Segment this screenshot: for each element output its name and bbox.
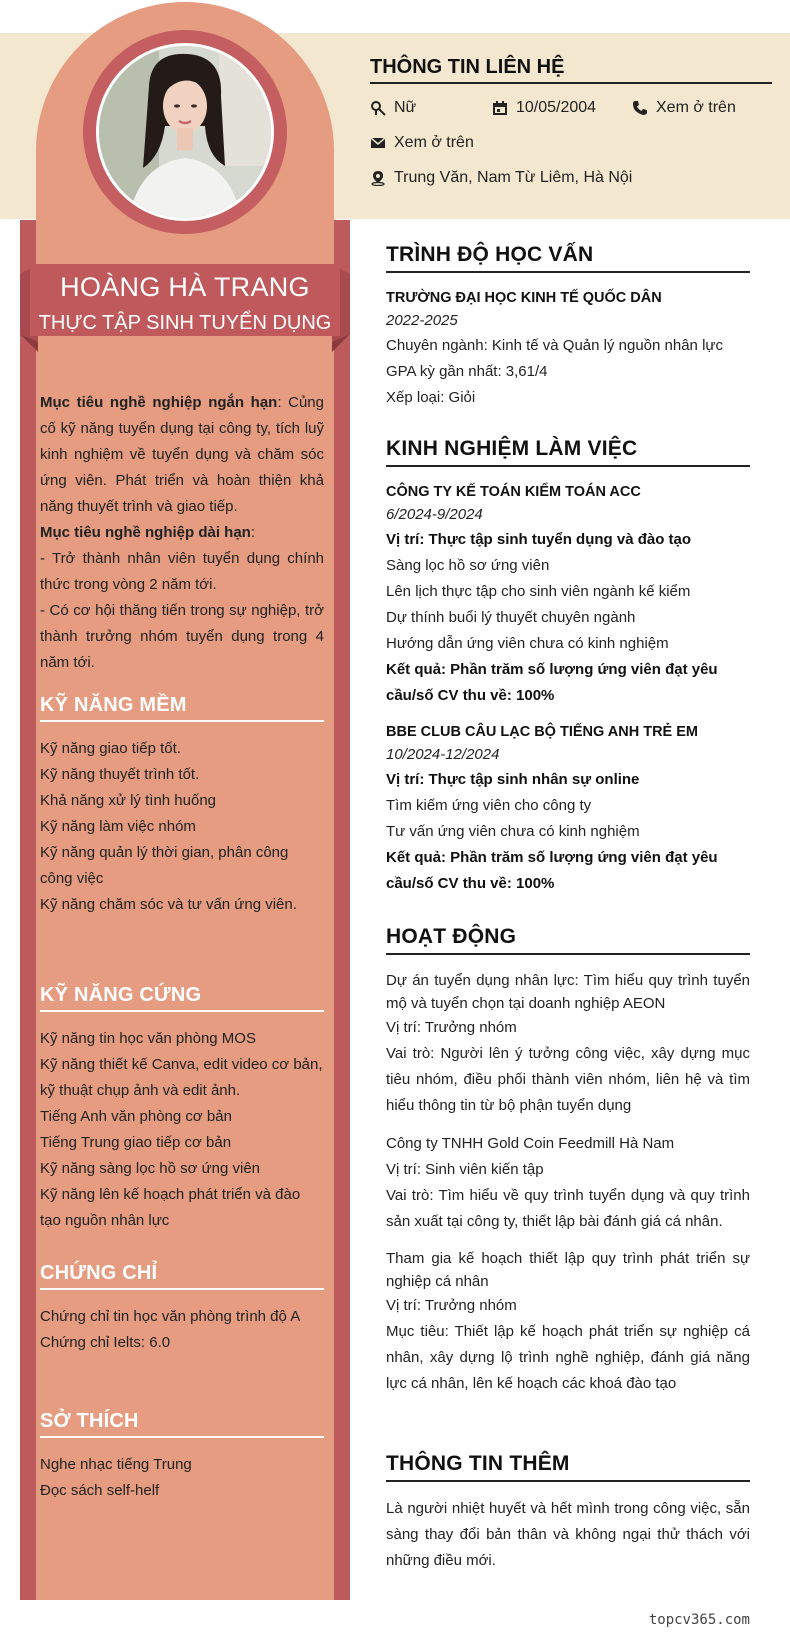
- candidate-name: HOÀNG HÀ TRANG: [60, 272, 310, 302]
- activity-position: Vị trí: Sinh viên kiến tập: [386, 1161, 544, 1178]
- additional-info-heading: THÔNG TIN THÊM: [386, 1452, 750, 1482]
- hard-skill-item: Tiếng Anh văn phòng cơ bản: [40, 1108, 232, 1125]
- additional-info-section: [386, 1452, 750, 1574]
- hard-skill-item: Kỹ năng lên kế hoạch phát triển và đào tạo nguồn nhân lực: [40, 1186, 301, 1229]
- contact-heading: THÔNG TIN LIÊN HỆ: [370, 56, 772, 84]
- company-name: BBE CLUB CÂU LẠC BỘ TIẾNG ANH TRẺ EM: [386, 724, 699, 740]
- career-objectives: [40, 390, 324, 676]
- activities-section: [386, 925, 750, 1397]
- certificates-heading: CHỨNG CHỈ: [40, 1262, 324, 1290]
- email-value: Xem ở trên: [394, 134, 474, 151]
- dob-value: 10/05/2004: [516, 99, 597, 116]
- school-name: TRƯỜNG ĐẠI HỌC KINH TẾ QUỐC DÂN: [386, 290, 662, 306]
- job-position: Vị trí: Thực tập sinh nhân sự online: [386, 771, 640, 788]
- long-term-objective-item: - Trở thành nhân viên tuyển dụng chính thức trong vòng 2 năm tới.: [40, 550, 324, 593]
- experience-heading: KINH NGHIỆM LÀM VIỆC: [386, 437, 750, 467]
- activity-title: Dự án tuyển dụng nhân lực: Tìm hiểu quy trình tuyển mộ và tuyển chọn tại doanh nghiệp AEON: [386, 972, 750, 1012]
- soft-skills-section: [40, 694, 324, 918]
- soft-skill-item: Kỹ năng làm việc nhóm: [40, 818, 196, 835]
- activity-position: Vị trí: Trưởng nhóm: [386, 1297, 517, 1314]
- activities-heading: HOẠT ĐỘNG: [386, 925, 750, 955]
- hard-skill-item: Kỹ năng sàng lọc hồ sơ ứng viên: [40, 1160, 261, 1177]
- soft-skill-item: Kỹ năng thuyết trình tốt.: [40, 766, 200, 783]
- phone-icon: [632, 100, 648, 116]
- activity-detail: Vai trò: Tìm hiểu về quy trình tuyển dụng và quy trình sản xuất tại công ty, thiết lập bài đánh giá cá nhân.: [386, 1187, 750, 1230]
- job-period: 10/2024-12/2024: [386, 746, 500, 763]
- job-result: Kết quả: Phần trăm số lượng ứng viên đạt yêu cầu/số CV thu về: 100%: [386, 661, 718, 704]
- long-term-objective-item: - Có cơ hội thăng tiến trong sự nghiệp, trở thành trưởng nhóm tuyển dụng trong 4 năm tới.: [40, 602, 324, 671]
- contact-address: [370, 169, 632, 187]
- education-line: Chuyên ngành: Kinh tế và Quản lý nguồn nhân lực: [386, 337, 723, 354]
- long-term-objective-label: Mục tiêu nghề nghiệp dài hạn: [40, 524, 251, 541]
- contact-section: [370, 56, 772, 84]
- certificate-item: Chứng chỉ tin học văn phòng trình độ A: [40, 1308, 301, 1325]
- long-term-colon: :: [250, 524, 256, 541]
- activity-detail: Mục tiêu: Thiết lập kế hoạch phát triển sự nghiệp cá nhân, xây dựng lộ trình nghề nghiệp, đánh giá năng lực cá nhân, lên kế hoạch các khoá đào tạo: [386, 1323, 750, 1392]
- job-task: Hướng dẫn ứng viên chưa có kinh nghiệm: [386, 635, 669, 652]
- job-task: Tìm kiếm ứng viên cho công ty: [386, 797, 592, 814]
- job-task: Sàng lọc hồ sơ ứng viên: [386, 557, 550, 574]
- hard-skills-heading: KỸ NĂNG CỨNG: [40, 984, 324, 1012]
- company-name: CÔNG TY KẾ TOÁN KIỂM TOÁN ACC: [386, 484, 641, 500]
- additional-info-text: Là người nhiệt huyết và hết mình trong công việc, sẵn sàng thay đổi bản thân và không ngại thử thách với những điều mới.: [386, 1500, 750, 1569]
- activity-detail: Vai trò: Người lên ý tưởng công việc, xây dựng mục tiêu nhóm, điều phối thành viên nhóm, liên hệ và tìm hiểu thông tin từ bộ phận tuyển dụng: [386, 1045, 750, 1114]
- contact-email: [370, 134, 474, 152]
- soft-skill-item: Kỹ năng quản lý thời gian, phân công công việc: [40, 844, 289, 887]
- phone-value: Xem ở trên: [656, 99, 736, 116]
- location-icon: [370, 170, 386, 186]
- education-line: GPA kỳ gần nhất: 3,61/4: [386, 363, 548, 380]
- hard-skill-item: Tiếng Trung giao tiếp cơ bản: [40, 1134, 232, 1151]
- avatar: [96, 43, 274, 221]
- address-value: Trung Văn, Nam Từ Liêm, Hà Nội: [394, 169, 633, 186]
- soft-skills-heading: KỸ NĂNG MỀM: [40, 694, 324, 722]
- contact-dob: [492, 99, 596, 117]
- education-section: [386, 243, 750, 411]
- candidate-title: THỰC TẬP SINH TUYỂN DỤNG: [38, 312, 332, 334]
- activity-title: Công ty TNHH Gold Coin Feedmill Hà Nam: [386, 1135, 675, 1152]
- soft-skill-item: Kỹ năng chăm sóc và tư vấn ứng viên.: [40, 896, 297, 913]
- job-task: Lên lịch thực tập cho sinh viên ngành kế kiểm: [386, 583, 691, 600]
- short-term-objective-text: : Củng cố kỹ năng tuyển dụng tại công ty, tích luỹ kinh nghiệm về tuyển dụng và chăm sóc ứng viên. Phát triển và hoàn thiện khả năng thuyết trình và giao tiếp.: [40, 394, 324, 515]
- contact-gender: [370, 99, 416, 117]
- job-task: Dự thính buổi lý thuyết chuyên ngành: [386, 609, 636, 626]
- hobby-item: Đọc sách self-helf: [40, 1482, 160, 1499]
- footer-watermark: topcv365.com: [648, 1612, 750, 1628]
- job-task: Tư vấn ứng viên chưa có kinh nghiệm: [386, 823, 640, 840]
- certificates-section: [40, 1262, 324, 1356]
- soft-skill-item: Khả năng xử lý tình huống: [40, 792, 217, 809]
- certificate-item: Chứng chỉ Ielts: 6.0: [40, 1334, 171, 1351]
- activity-position: Vị trí: Trưởng nhóm: [386, 1019, 517, 1036]
- job-result: Kết quả: Phần trăm số lượng ứng viên đạt yêu cầu/số CV thu về: 100%: [386, 849, 718, 892]
- job-position: Vị trí: Thực tập sinh tuyển dụng và đào tạo: [386, 531, 692, 548]
- experience-section: [386, 437, 750, 897]
- email-icon: [370, 135, 386, 151]
- hard-skills-section: [40, 984, 324, 1234]
- hobby-item: Nghe nhạc tiếng Trung: [40, 1456, 192, 1473]
- hard-skill-item: Kỹ năng thiết kế Canva, edit video cơ bản, kỹ thuật chụp ảnh và edit ảnh.: [40, 1056, 323, 1099]
- job-period: 6/2024-9/2024: [386, 506, 483, 523]
- hobbies-section: [40, 1410, 324, 1504]
- education-heading: TRÌNH ĐỘ HỌC VẤN: [386, 243, 750, 273]
- gender-icon: [370, 100, 386, 116]
- short-term-objective-label: Mục tiêu nghề nghiệp ngắn hạn: [40, 394, 278, 411]
- contact-phone: [632, 99, 736, 117]
- gender-value: Nữ: [394, 99, 417, 116]
- hobbies-heading: SỞ THÍCH: [40, 1410, 324, 1438]
- hard-skill-item: Kỹ năng tin học văn phòng MOS: [40, 1030, 256, 1047]
- soft-skill-item: Kỹ năng giao tiếp tốt.: [40, 740, 181, 757]
- calendar-icon: [492, 100, 508, 116]
- education-period: 2022-2025: [386, 312, 458, 329]
- activity-title: Tham gia kế hoạch thiết lập quy trình phát triển sự nghiệp cá nhân: [386, 1250, 750, 1290]
- education-line: Xếp loại: Giỏi: [386, 389, 476, 406]
